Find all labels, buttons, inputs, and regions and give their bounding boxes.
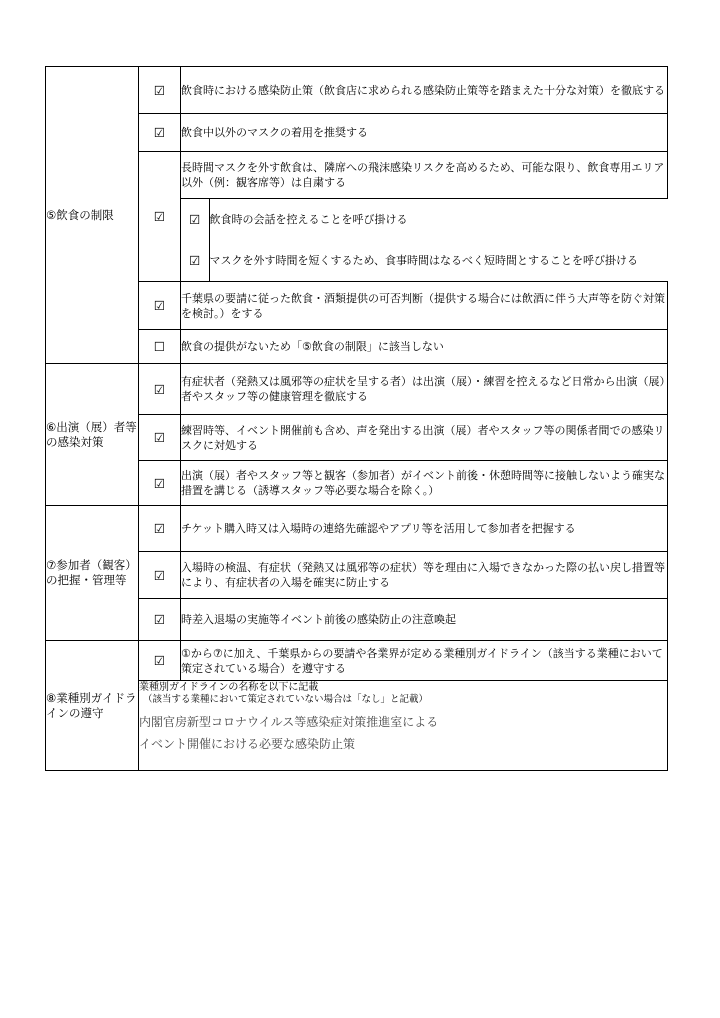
- checkbox[interactable]: ☑: [139, 152, 181, 282]
- sub-item: [181, 239, 668, 282]
- category-label-eating-restriction: ⑤飲食の制限: [46, 67, 139, 364]
- category-label-participant-management: ⑦参加者（観客）の把握・管理等: [46, 506, 139, 641]
- item-text: 有症状者（発熱又は風邪等の症状を呈する者）は出演（展）・練習を控えるなど日常から出演（展）者やスタッフ等の健康管理を徹底する: [181, 364, 668, 415]
- table-row: [46, 152, 668, 199]
- checkbox[interactable]: ☑: [181, 199, 209, 239]
- guideline-note: （該当する業種において策定されていない場合は「なし」と記載）: [143, 694, 429, 705]
- guideline-value-line2[interactable]: イベント開催における必要な感染防止策: [139, 737, 356, 751]
- guideline-value-line1[interactable]: 内閣官房新型コロナウイルス等感染症対策推進室による: [139, 715, 439, 729]
- table-row: [46, 461, 668, 506]
- checkbox[interactable]: ☑: [139, 641, 181, 681]
- checkbox[interactable]: ☑: [139, 364, 181, 415]
- checkbox[interactable]: ☐: [139, 330, 181, 364]
- item-text: 長時間マスクを外す飲食は、隣席への飛沫感染リスクを高めるため、可能な限り、飲食専用エリア以外（例：観客席等）は自粛する: [181, 152, 668, 199]
- item-text: 時差入退場の実施等イベント前後の感染防止の注意喚起: [181, 599, 668, 641]
- category-label-performer-measures: ⑥出演（展）者等の感染対策: [46, 364, 139, 506]
- table-row: [46, 282, 668, 330]
- checkbox[interactable]: ☑: [139, 114, 181, 152]
- guideline-heading: 業種別ガイドラインの名称を以下に記載: [139, 682, 319, 693]
- item-text: 千葉県の要請に従った飲食・酒類提供の可否判断（提供する場合には飲酒に伴う大声等を防ぐ対策を検討。）をする: [181, 282, 668, 330]
- item-text: 入場時の検温、有症状（発熱又は風邪等の症状）等を理由に入場できなかった際の払い戻し措置等により、有症状者の入場を確実に防止する: [181, 552, 668, 599]
- item-text: 飲食中以外のマスクの着用を推奨する: [181, 114, 668, 152]
- table-row: [46, 330, 668, 364]
- table-row: [46, 415, 668, 461]
- sub-item: [181, 199, 668, 240]
- item-text: チケット購入時又は入場時の連絡先確認やアプリ等を活用して参加者を把握する: [181, 506, 668, 552]
- table-row: [46, 641, 668, 681]
- checkbox[interactable]: ☑: [139, 282, 181, 330]
- infection-control-checklist: [45, 66, 668, 771]
- category-label-industry-guidelines: ⑧業種別ガイドラインの遵守: [46, 641, 139, 771]
- checkbox[interactable]: ☑: [139, 461, 181, 506]
- item-text: 飲食時における感染防止策（飲食店に求められる感染防止策等を踏まえた十分な対策）を徹底する: [181, 67, 668, 114]
- table-row: [46, 364, 668, 415]
- checkbox[interactable]: ☑: [139, 506, 181, 552]
- table-row: [46, 681, 668, 771]
- table-row: [46, 114, 668, 152]
- checkbox[interactable]: ☑: [139, 552, 181, 599]
- checkbox[interactable]: ☑: [139, 67, 181, 114]
- checkbox[interactable]: ☑: [181, 239, 209, 281]
- table-row: [46, 506, 668, 552]
- sub-item-text: マスクを外す時間を短くするため、食事時間はなるべく短時間とすることを呼び掛ける: [209, 239, 668, 281]
- table-row: [46, 552, 668, 599]
- checkbox[interactable]: ☑: [139, 599, 181, 641]
- item-text: 練習時等、イベント開催前も含め、声を発出する出演（展）者やスタッフ等の関係者間での感染リスクに対処する: [181, 415, 668, 461]
- item-text: 飲食の提供がないため「⑤飲食の制限」に該当しない: [181, 330, 668, 364]
- checkbox[interactable]: ☑: [139, 415, 181, 461]
- guideline-entry: [139, 681, 668, 771]
- table-row: [46, 599, 668, 641]
- item-text: ①から⑦に加え、千葉県からの要請や各業界が定める業種別ガイドライン（該当する業種において策定されている場合）を遵守する: [181, 641, 668, 681]
- item-text: 出演（展）者やスタッフ等と観客（参加者）がイベント前後・休憩時間等に接触しないよう確実な措置を講じる（誘導スタッフ等必要な場合を除く。）: [181, 461, 668, 506]
- table-row: [46, 67, 668, 114]
- sub-item-text: 飲食時の会話を控えることを呼び掛ける: [209, 199, 668, 239]
